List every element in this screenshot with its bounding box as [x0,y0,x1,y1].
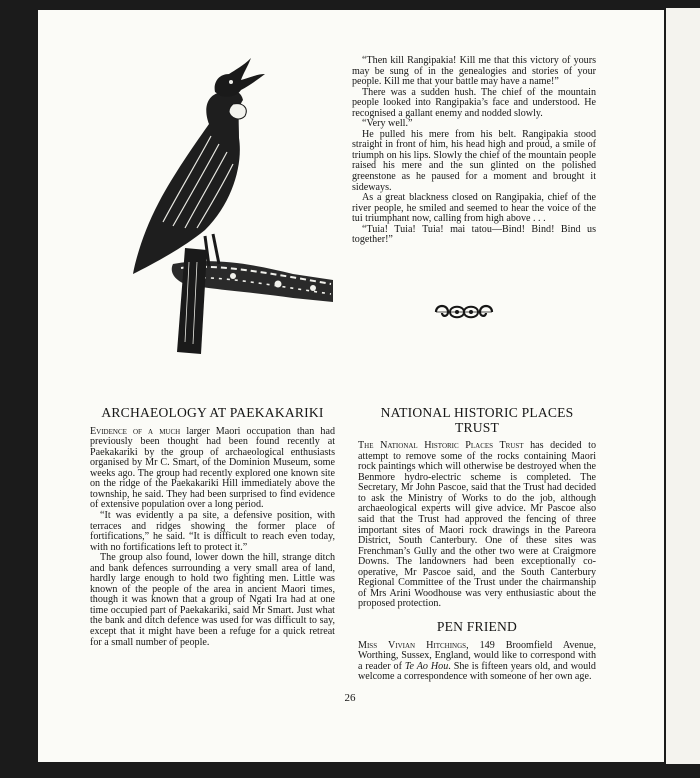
penfriend-heading: PEN FRIEND [436,618,518,634]
archaeology-article [90,406,335,648]
penfriend-text-b: . She is fifteen years old, and would welcome a correspondence with someone of her own age. [358,660,596,683]
magazine-title: Te Ao Hou [404,660,449,672]
page-number: 26 [344,692,356,704]
trust-heading: NATIONAL HISTORIC PLACES TRUST [380,405,574,435]
trust-paragraph [358,441,596,610]
koru-ornament-icon [434,301,494,323]
story-paragraph: He pulled his mere from his belt. Rangipakia stood straight in front of him, his head high and proud, a smile of triumph on his lips. Slowly the chief of the mountain people raised his mere and the sun glinted on the polished greenstone as he paused for a moment and brought it sideways. [352,128,596,193]
penfriend-lead: Miss Vivian Hitchings [358,639,467,651]
tui-bird-illustration [93,52,333,362]
next-page-edge [666,8,700,764]
penfriend-paragraph [358,641,596,683]
archaeology-lead: Evidence of a much [90,425,181,437]
story-paragraph: “Then kill Rangipakia! Kill me that this victory of yours may be sung of in the genealogies and stories of your people. Kill me that your battle may have a name!” [352,55,596,88]
archaeology-text: larger Maori occupation than had previously been thought had been found recently at Paekakariki by the group of archaeological enthusiasts organised by Mr C. Smart, of the Dominion Museum, some weeks ago. The group had recently explored one known site on the ridge of the Paekakariki Hill immediately above the township, he said. They had been surprised to find evidence of extensive population over a long period. [90,425,336,511]
story-paragraph: As a great blackness closed on Rangipakia, chief of the river people, he smiled and seemed to hear the voice of the tui triumphant now, calling from high above . . . [352,192,596,225]
trust-text: has decided to attempt to remove some of the rocks containing Maori rock paintings which will otherwise be destroyed when the Benmore hydro-electric scheme is completed. The Secretary, Mr John Pascoe, said that the Trust had decided to ask the Ministry of Works to do the job, although archaeological experts will give advice. Mr Pascoe also said that the Trust had approved the fencing of three important sites of Maori rock drawings in the Pareora District, South Canterbury. One of these sites was Frenchman’s Gully and the other two were at Craigmore Downs. The landowners had been exceptionally co-operative, Mr Pascoe said, and the South Canterbury Regional Committee of the Trust under the chairmanship of Mrs Arini Woodhouse was very enthusiastic about the proposed protection. [358,440,596,610]
archaeology-paragraph: “It was evidently a pa site, a defensive position, with terraces and ridges showing the former place of fortifications,” he said. “It is difficult to reach even today, with no fortifications left to protect it.” [90,509,335,553]
right-column [358,406,596,683]
trust-lead: The National Historic Places Trust [358,440,524,452]
archaeology-paragraph: The group also found, lower down the hill, strange ditch and bank defences surrounding a very small area of land, hardly large enough to hold two fighting men. Little was known of the people of the area in ancient Maori times, though it was known that a group of Ngati Ira had at one time occupied part of Paekakariki, said Mr Smart. Just what the bank and ditch defence was used for was difficult to say, except that it might have been a refuge for a quick retreat for a small number of people. [90,552,335,648]
story-column [352,56,596,246]
story-paragraph: “Tuia! Tuia! Tuia! mai tatou—Bind! Bind! Bind us together!” [352,223,596,246]
archaeology-paragraph [90,427,335,511]
archaeology-heading: ARCHAEOLOGY AT PAEKAKARIKI [101,405,324,420]
story-paragraph: There was a sudden hush. The chief of the mountain people looked into Rangipakia’s face and understood. He recognised a gallant enemy and nodded slowly. [352,86,596,119]
penfriend-text-a: , 149 Broomfield Avenue, Worthing, Sussex, England, would like to correspond with a reader of [358,639,596,672]
story-paragraph: “Very well.” [362,118,413,130]
